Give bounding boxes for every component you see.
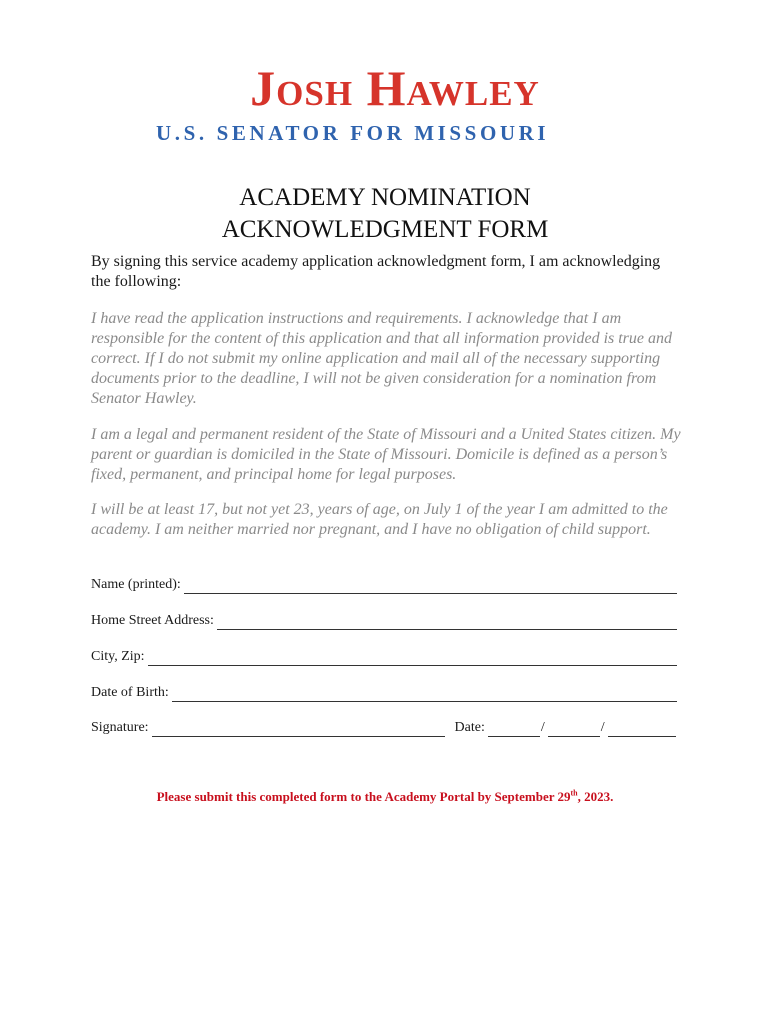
- date-year-line[interactable]: [608, 723, 676, 737]
- form-title: [0, 182, 770, 246]
- notice-text-end: , 2023.: [577, 789, 614, 804]
- date-separator: /: [600, 720, 605, 735]
- notice-superscript: th: [570, 788, 578, 798]
- form-title-line-1: ACADEMY NOMINATION: [239, 184, 531, 211]
- home-address-line[interactable]: [217, 616, 677, 630]
- signature-date-row: [91, 719, 677, 737]
- name-printed-field: [91, 576, 677, 594]
- city-zip-field: [91, 648, 677, 666]
- name-printed-line[interactable]: [184, 580, 677, 594]
- form-title-line-2: ACKNOWLEDGMENT FORM: [221, 216, 549, 243]
- signature-line[interactable]: [152, 723, 445, 737]
- date-of-birth-label: Date of Birth:: [91, 685, 169, 700]
- submission-notice: [0, 788, 770, 806]
- date-month-line[interactable]: [488, 723, 540, 737]
- home-address-label: Home Street Address:: [91, 613, 214, 628]
- acknowledgement-residency: I am a legal and permanent resident of the State of Missouri and a United States citizen. My parent or guardian is domiciled in the State of Missouri. Domicile is defined as a person’s fixed, permanent, and principal home for legal purposes.: [91, 426, 681, 483]
- signature-label: Signature:: [91, 720, 149, 735]
- date-separator: /: [540, 720, 545, 735]
- home-address-field: [91, 612, 677, 630]
- notice-text: Please submit this completed form to the Academy Portal by September 29: [156, 789, 571, 804]
- date-day-line[interactable]: [548, 723, 600, 737]
- senator-name-logo: Josh Hawley: [250, 60, 540, 116]
- letterhead: [0, 58, 770, 146]
- intro-paragraph: By signing this service academy application acknowledgment form, I am acknowledging the following:: [91, 253, 661, 290]
- date-of-birth-field: [91, 684, 677, 702]
- name-printed-label: Name (printed):: [91, 577, 181, 592]
- date-label: Date:: [454, 720, 485, 735]
- city-zip-line[interactable]: [148, 652, 677, 666]
- city-zip-label: City, Zip:: [91, 649, 145, 664]
- acknowledgement-instructions: I have read the application instructions and requirements. I acknowledge that I am responsible for the content of this application and that all information provided is true and correct. If I do not submit my online application and mail all of the necessary supporting documents prior to the deadline, I will not be given consideration for a nomination from Senator Hawley.: [91, 310, 673, 407]
- senator-subtitle: U.S. SENATOR FOR MISSOURI: [156, 121, 550, 145]
- acknowledgement-eligibility: I will be at least 17, but not yet 23, years of age, on July 1 of the year I am admitted to the academy. I am neither married nor pregnant, and I have no obligation of child support.: [91, 501, 668, 538]
- date-of-birth-line[interactable]: [172, 688, 677, 702]
